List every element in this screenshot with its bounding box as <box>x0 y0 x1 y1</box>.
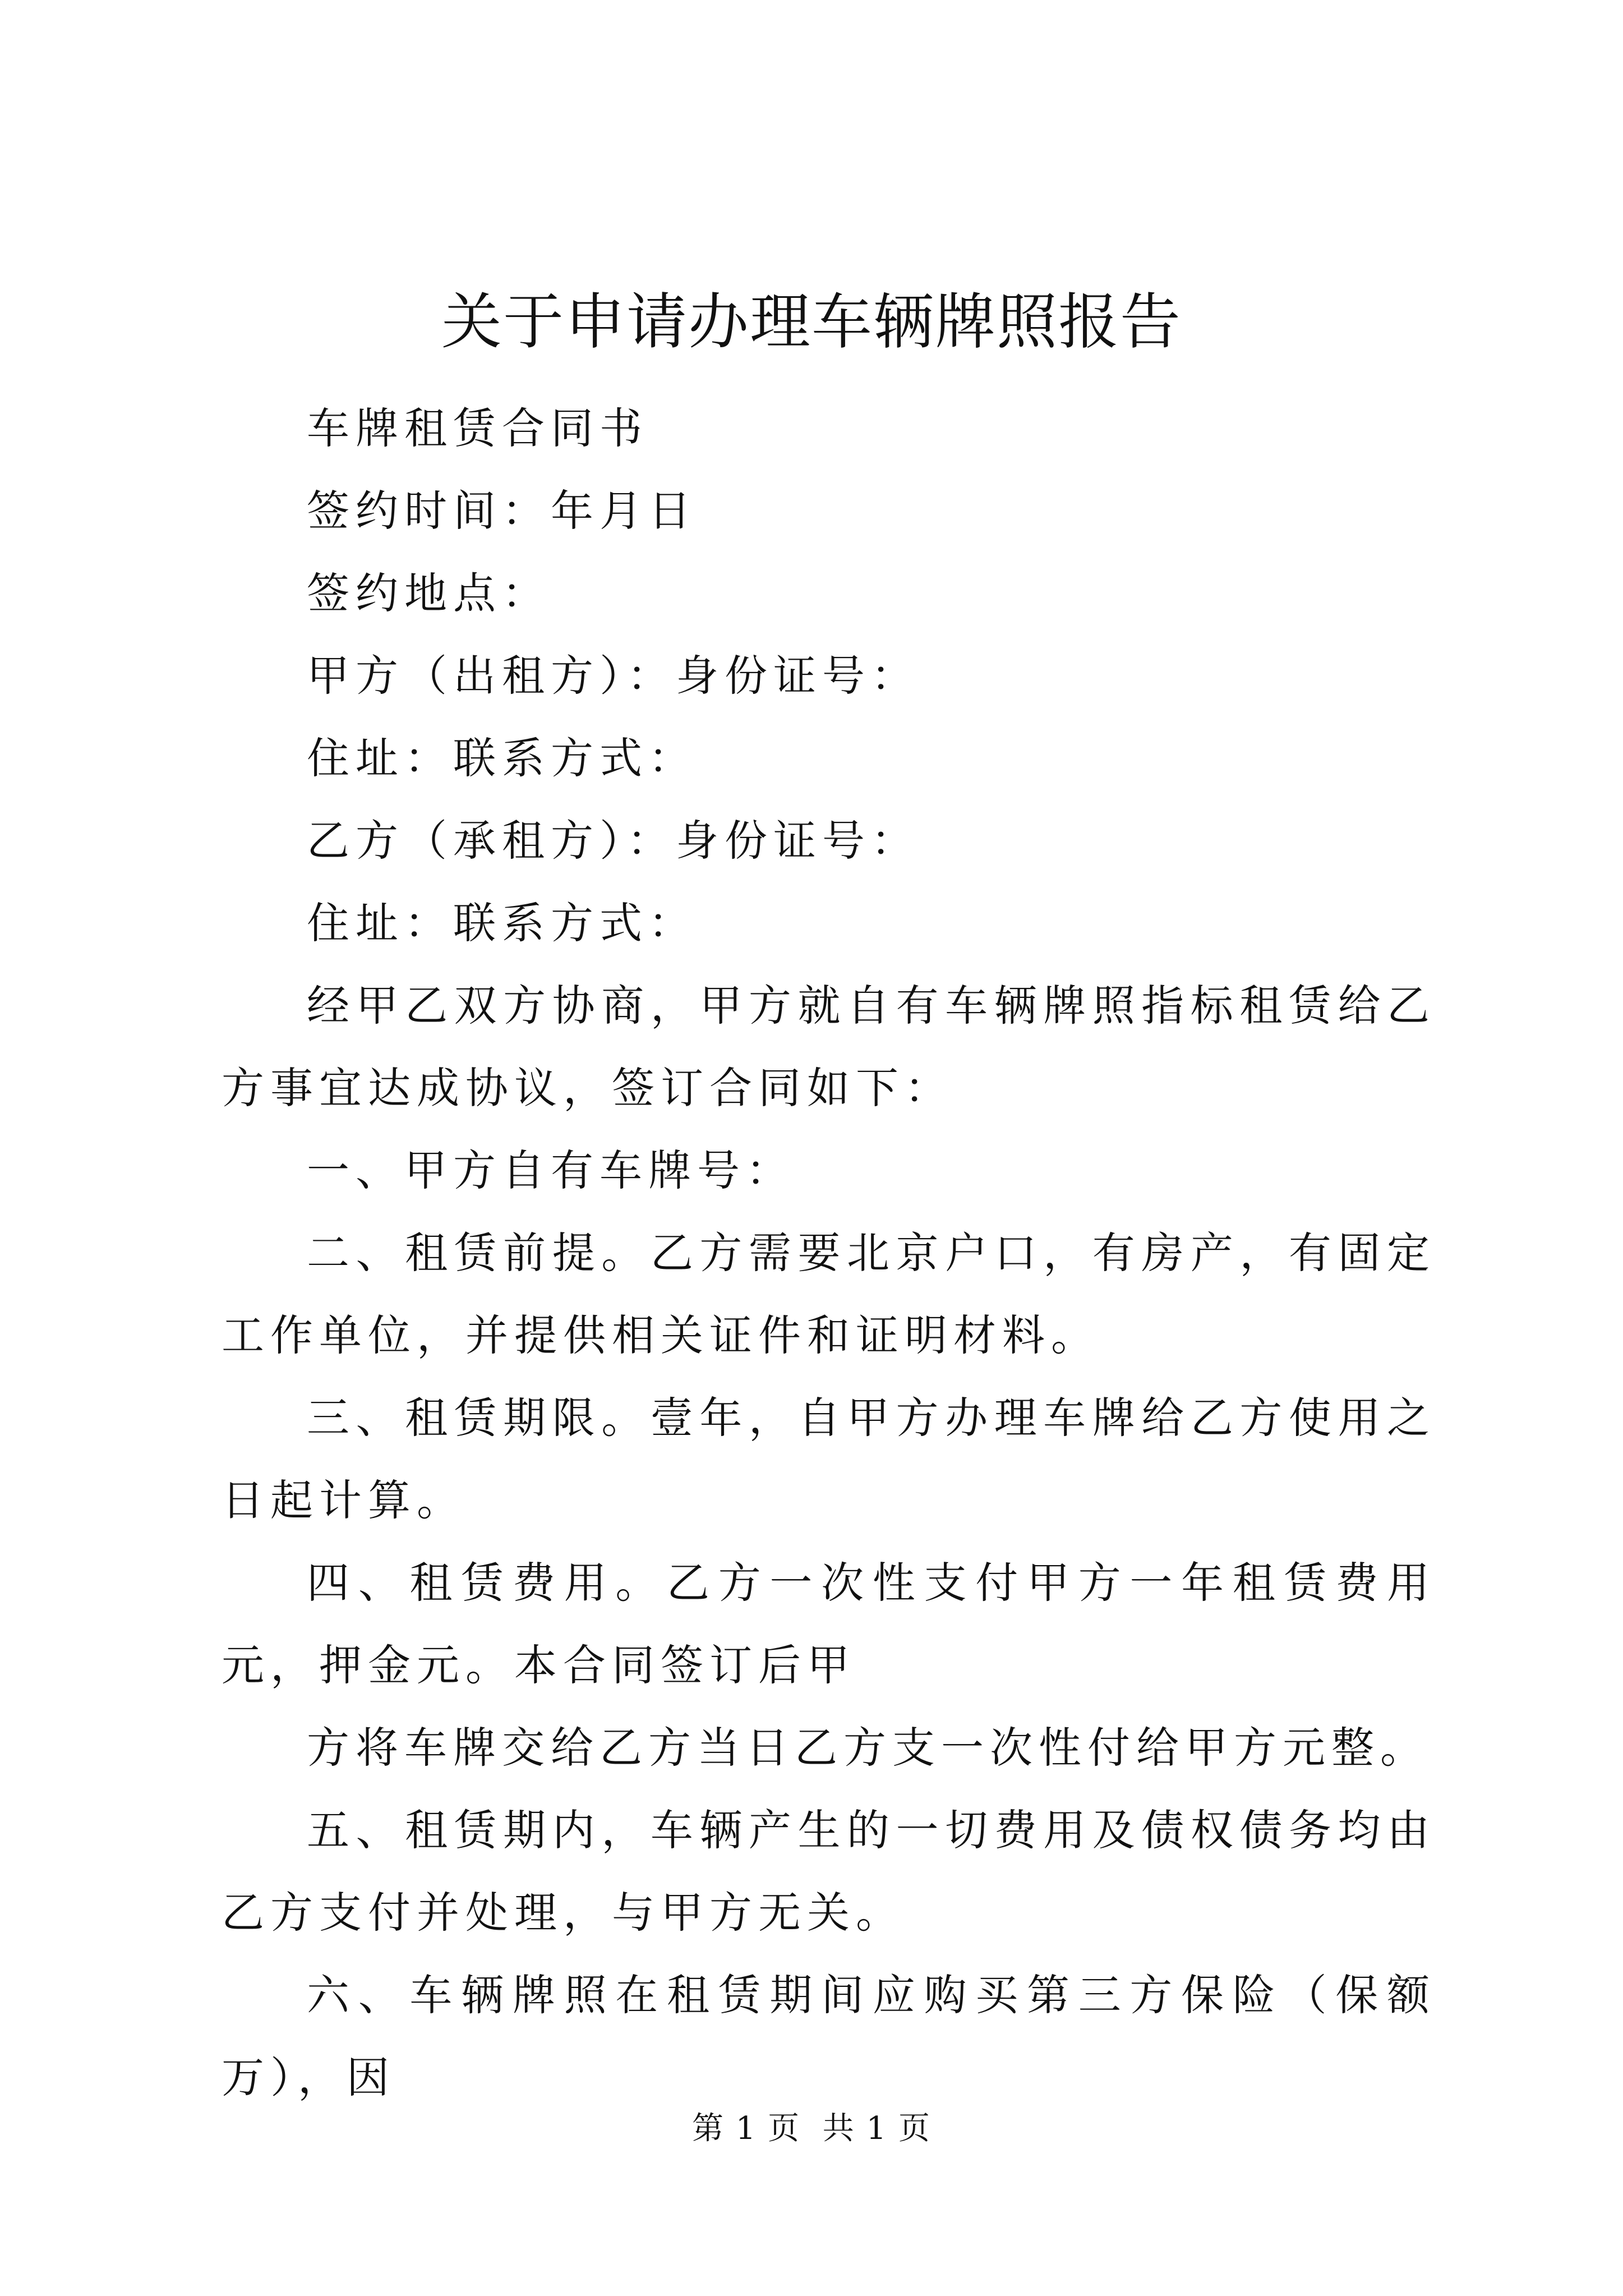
paragraph: 方将车牌交给乙方当日乙方支一次性付给甲方元整。 <box>307 1723 1429 1773</box>
paragraph: 住址：联系方式： <box>307 898 697 948</box>
document-body <box>222 387 1436 2119</box>
paragraph: 经甲乙双方协商，甲方就自有车辆牌照指标租赁给乙方事宜达成协议，签订合同如下： <box>222 981 1436 1113</box>
page-number: 第 1 页 <box>691 2110 801 2147</box>
paragraph: 车牌租赁合同书 <box>307 403 648 453</box>
paragraph: 签约时间：年月日 <box>307 486 697 536</box>
paragraph: 乙方（承租方）：身份证号： <box>307 816 920 866</box>
paragraph: 签约地点： <box>307 568 551 618</box>
page-total: 共 1 页 <box>822 2110 932 2147</box>
paragraph: 五、租赁期内，车辆产生的一切费用及债权债务均由乙方支付并处理，与甲方无关。 <box>222 1805 1436 1938</box>
paragraph: 六、车辆牌照在租赁期间应购买第三方保险（保额万），因 <box>222 1970 1436 2102</box>
paragraph: 住址：联系方式： <box>307 733 697 783</box>
paragraph: 三、租赁期限。壹年，自甲方办理车牌给乙方使用之日起计算。 <box>222 1393 1436 1525</box>
paragraph: 二、租赁前提。乙方需要北京户口，有房产，有固定工作单位，并提供相关证件和证明材料。 <box>222 1228 1436 1360</box>
paragraph: 四、租赁费用。乙方一次性支付甲方一年租赁费用元，押金元。本合同签订后甲 <box>222 1558 1436 1690</box>
paragraph: 一、甲方自有车牌号： <box>307 1145 795 1195</box>
page-footer <box>0 2106 1623 2151</box>
paragraph: 甲方（出租方）：身份证号： <box>307 651 920 701</box>
document-title: 关于申请办理车辆牌照报告 <box>441 287 1182 357</box>
